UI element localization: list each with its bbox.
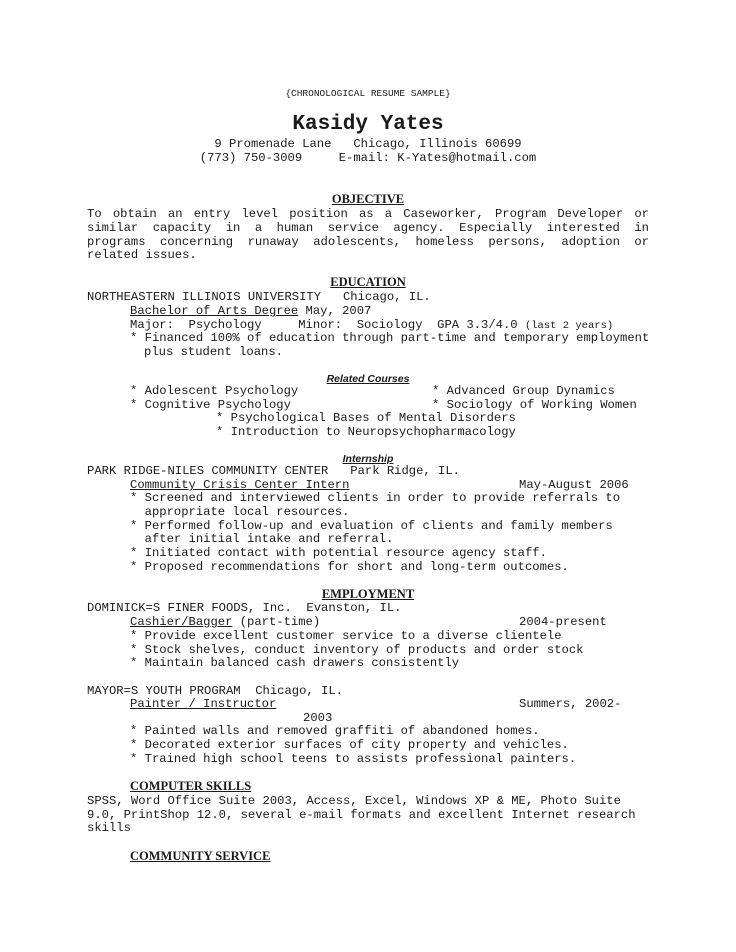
job1-bullet-2: * Stock shelves, conduct inventory of products and order stock <box>130 643 584 657</box>
degree-name: Bachelor of Arts Degree <box>130 304 299 318</box>
job1-bullet-1: * Provide excellent customer service to a diverse clientele <box>130 629 562 643</box>
objective-line-4: related issues. <box>87 248 197 262</box>
skills-line-2: 9.0, PrintShop 12.0, several e-mail formats and excellent Internet research <box>87 808 636 822</box>
address-line: 9 Promenade Lane Chicago, Illinois 60699 <box>214 137 522 151</box>
job1-title-extra: (part-time) <box>232 615 321 629</box>
internship-bullet-3: * Initiated contact with potential resource agency staff. <box>130 546 547 560</box>
internship-org: PARK RIDGE-NILES COMMUNITY CENTER Park Ridge, IL. <box>87 464 460 478</box>
job2-bullet-1: * Painted walls and removed graffiti of abandoned homes. <box>130 724 540 738</box>
job2-date: Summers, 2002- <box>519 697 622 711</box>
degree-date: May, 2007 <box>298 304 372 318</box>
course-right-1: * Advanced Group Dynamics <box>432 384 615 398</box>
internship-bullet-2: * Performed follow-up and evaluation of clients and family members <box>130 519 613 533</box>
job1-title: Cashier/Bagger <box>130 615 233 629</box>
internship-heading: Internship <box>342 453 394 465</box>
internship-bullet-1: * Screened and interviewed clients in order to provide referrals to <box>130 491 621 505</box>
course-right-2: * Sociology of Working Women <box>432 398 637 412</box>
job1-date: 2004-present <box>519 615 607 629</box>
objective-line-2: similar capacity in a human service agency. Especially interested in <box>87 221 649 235</box>
job2-bullet-3: * Trained high school teens to assists professional painters. <box>130 752 577 766</box>
major-text: Major: Psychology Minor: Sociology GPA 3.3/4.0 <box>130 318 525 332</box>
school-line: NORTHEASTERN ILLINOIS UNIVERSITY Chicago, IL. <box>87 290 431 304</box>
education-heading: EDUCATION <box>330 275 406 289</box>
computer-skills-heading: COMPUTER SKILLS <box>130 779 252 793</box>
job1-bullet-3: * Maintain balanced cash drawers consistently <box>130 656 460 670</box>
contact-line: (773) 750-3009 E-mail: K-Yates@hotmail.com <box>199 151 537 165</box>
resume-name: Kasidy Yates <box>292 113 444 136</box>
financed-line-2: plus student loans. <box>144 345 283 359</box>
job1-org: DOMINICK=S FINER FOODS, Inc. Evanston, IL. <box>87 601 402 615</box>
job2-org: MAYOR=S YOUTH PROGRAM Chicago, IL. <box>87 684 343 698</box>
objective-line-3: programs concerning runaway adolescents, homeless persons, adoption or <box>87 235 649 249</box>
skills-line-1: SPSS, Word Office Suite 2003, Access, Excel, Windows XP & ME, Photo Suite <box>87 794 621 808</box>
job2-bullet-2: * Decorated exterior surfaces of city property and vehicles. <box>130 738 569 752</box>
course-left-1: * Adolescent Psychology <box>130 384 299 398</box>
course-left-2: * Cognitive Psychology <box>130 398 291 412</box>
internship-bullet-1-cont: appropriate local resources. <box>130 505 350 519</box>
job1-title-line <box>130 615 320 629</box>
gpa-note: (last 2 years) <box>524 320 614 332</box>
job2-title: Painter / Instructor <box>130 697 277 711</box>
courses-heading: Related Courses <box>326 373 410 385</box>
internship-bullet-2-cont: after initial intake and referral. <box>130 532 394 546</box>
degree-line <box>130 304 371 318</box>
objective-line-1: To obtain an entry level position as a Caseworker, Program Developer or <box>87 207 649 221</box>
financed-line-1: * Financed 100% of education through part-time and temporary employment <box>130 331 650 345</box>
course-center-1: * Psychological Bases of Mental Disorders <box>216 411 516 425</box>
course-center-2: * Introduction to Neuropsychopharmacology <box>216 425 516 439</box>
sample-label: {CHRONOLOGICAL RESUME SAMPLE} <box>285 88 451 99</box>
community-service-heading: COMMUNITY SERVICE <box>130 849 271 863</box>
internship-title: Community Crisis Center Intern <box>130 478 350 492</box>
internship-date: May-August 2006 <box>519 478 629 492</box>
skills-line-3: skills <box>87 821 131 835</box>
employment-heading: EMPLOYMENT <box>321 587 415 601</box>
job2-date-cont: 2003 <box>303 711 333 725</box>
internship-bullet-4: * Proposed recommendations for short and long-term outcomes. <box>130 560 569 574</box>
objective-heading: OBJECTIVE <box>331 192 405 206</box>
